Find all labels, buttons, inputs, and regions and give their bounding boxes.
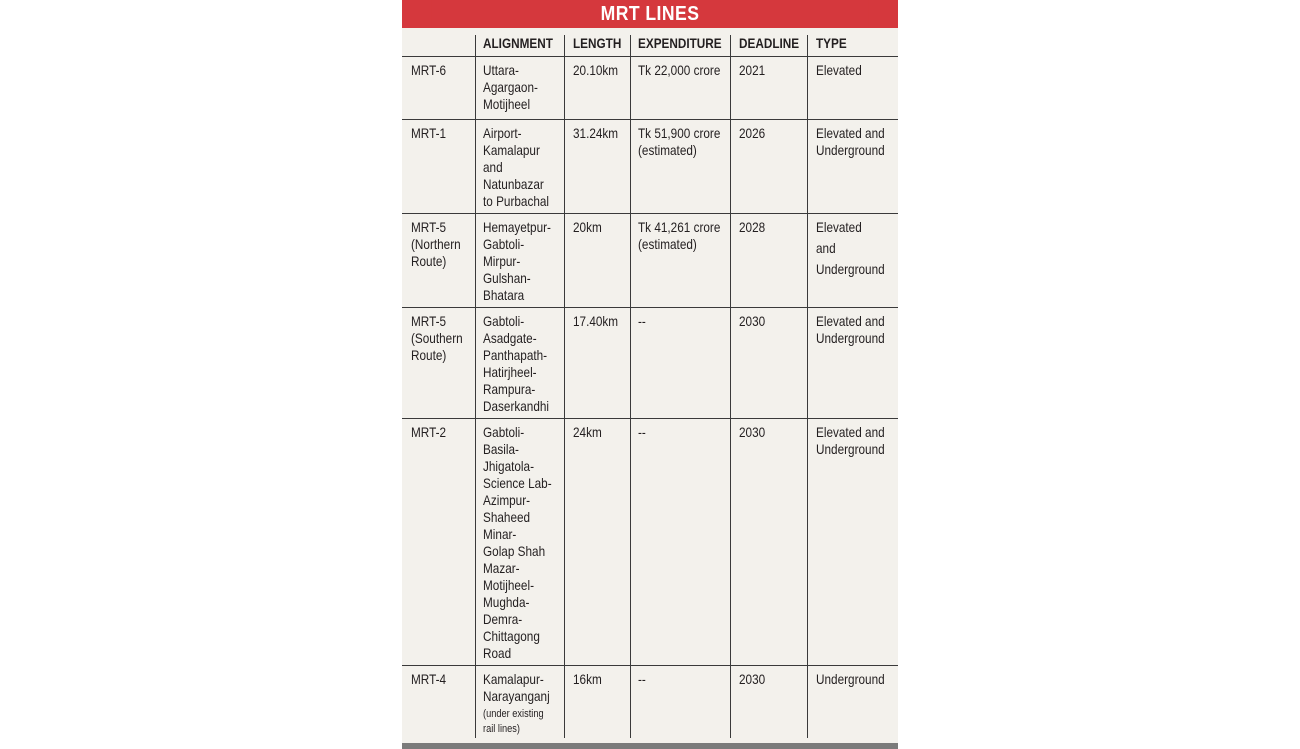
expenditure-cell: -- — [638, 313, 646, 329]
alignment-cell: Minar- — [483, 526, 517, 542]
expenditure-cell: (estimated) — [638, 236, 697, 252]
line-name-cell: (Northern — [411, 236, 461, 252]
line-name-cell: MRT-4 — [411, 671, 447, 687]
alignment-cell: Demra- — [483, 611, 523, 627]
deadline-cell: 2030 — [739, 313, 766, 329]
alignment-cell: Daserkandhi — [483, 398, 550, 414]
alignment-cell: Mirpur- — [483, 253, 521, 269]
row-divider — [402, 307, 898, 308]
alignment-cell: Gabtoli- — [483, 313, 525, 329]
alignment-cell: Kamalapur- — [483, 671, 544, 687]
line-name-cell: MRT-2 — [411, 424, 447, 440]
type-cell: and — [816, 240, 836, 256]
type-cell: Elevated — [816, 62, 862, 78]
mrt-lines-table — [402, 28, 898, 738]
row-divider — [402, 213, 898, 214]
alignment-cell: Science Lab- — [483, 475, 552, 491]
expenditure-cell: Tk 41,261 crore — [638, 219, 721, 235]
deadline-cell: 2030 — [739, 671, 766, 687]
alignment-cell: Hatirjheel- — [483, 364, 537, 380]
alignment-cell: Road — [483, 645, 512, 661]
expenditure-cell: (estimated) — [638, 142, 697, 158]
alignment-cell: Golap Shah — [483, 543, 546, 559]
bottom-rule — [402, 743, 898, 749]
column-header: TYPE — [816, 35, 847, 51]
type-cell: Underground — [816, 142, 885, 158]
alignment-cell: Azimpur- — [483, 492, 531, 508]
alignment-cell: Narayanganj — [483, 688, 550, 704]
type-cell: Elevated and — [816, 424, 885, 440]
column-header: LENGTH — [573, 35, 622, 51]
column-header: DEADLINE — [739, 35, 800, 51]
column-divider — [475, 35, 476, 738]
column-divider — [564, 35, 565, 738]
line-name-cell: Route) — [411, 253, 447, 269]
alignment-note: rail lines) — [483, 723, 520, 735]
type-cell: Underground — [816, 261, 885, 277]
line-name-cell: (Southern — [411, 330, 463, 346]
alignment-cell: Kamalapur — [483, 142, 540, 158]
alignment-cell: Airport- — [483, 125, 522, 141]
type-cell: Underground — [816, 441, 885, 457]
alignment-note: (under existing — [483, 708, 544, 720]
line-name-cell: MRT-6 — [411, 62, 447, 78]
type-cell: Underground — [816, 671, 885, 687]
length-cell: 31.24km — [573, 125, 619, 141]
length-cell: 16km — [573, 671, 602, 687]
row-divider — [402, 665, 898, 666]
alignment-cell: Asadgate- — [483, 330, 537, 346]
type-cell: Elevated and — [816, 125, 885, 141]
alignment-cell: Mazar- — [483, 560, 520, 576]
mrt-lines-infographic — [402, 0, 898, 749]
alignment-cell: Natunbazar — [483, 176, 544, 192]
title-banner — [402, 0, 898, 28]
deadline-cell: 2026 — [739, 125, 766, 141]
expenditure-cell: Tk 51,900 crore — [638, 125, 721, 141]
line-name-cell: MRT-5 — [411, 313, 447, 329]
line-name-cell: MRT-1 — [411, 125, 447, 141]
length-cell: 24km — [573, 424, 602, 440]
row-divider — [402, 56, 898, 57]
alignment-cell: Chittagong — [483, 628, 540, 644]
alignment-cell: Rampura- — [483, 381, 536, 397]
length-cell: 17.40km — [573, 313, 619, 329]
alignment-cell: Panthapath- — [483, 347, 548, 363]
column-header: ALIGNMENT — [483, 35, 553, 51]
type-cell: Elevated and — [816, 313, 885, 329]
alignment-cell: Motijheel — [483, 96, 531, 112]
alignment-cell: Bhatara — [483, 287, 525, 303]
page-title: MRT LINES — [432, 0, 868, 28]
alignment-cell: Gabtoli- — [483, 236, 525, 252]
column-divider — [807, 35, 808, 738]
alignment-cell: and — [483, 159, 503, 175]
column-header: EXPENDITURE — [638, 35, 722, 51]
alignment-cell: Motijheel- — [483, 577, 534, 593]
alignment-cell: Hemayetpur- — [483, 219, 551, 235]
alignment-cell: Shaheed — [483, 509, 531, 525]
alignment-cell: Mughda- — [483, 594, 530, 610]
deadline-cell: 2021 — [739, 62, 766, 78]
line-name-cell: MRT-5 — [411, 219, 447, 235]
expenditure-cell: Tk 22,000 crore — [638, 62, 721, 78]
column-divider — [730, 35, 731, 738]
deadline-cell: 2030 — [739, 424, 766, 440]
alignment-cell: Agargaon- — [483, 79, 538, 95]
alignment-cell: Basila- — [483, 441, 519, 457]
column-divider — [630, 35, 631, 738]
row-divider — [402, 119, 898, 120]
deadline-cell: 2028 — [739, 219, 766, 235]
alignment-cell: Uttara- — [483, 62, 519, 78]
alignment-cell: to Purbachal — [483, 193, 550, 209]
alignment-cell: Jhigatola- — [483, 458, 534, 474]
alignment-cell: Gulshan- — [483, 270, 531, 286]
type-cell: Underground — [816, 330, 885, 346]
length-cell: 20.10km — [573, 62, 619, 78]
expenditure-cell: -- — [638, 671, 646, 687]
length-cell: 20km — [573, 219, 602, 235]
expenditure-cell: -- — [638, 424, 646, 440]
line-name-cell: Route) — [411, 347, 447, 363]
type-cell: Elevated — [816, 219, 862, 235]
row-divider — [402, 418, 898, 419]
alignment-cell: Gabtoli- — [483, 424, 525, 440]
